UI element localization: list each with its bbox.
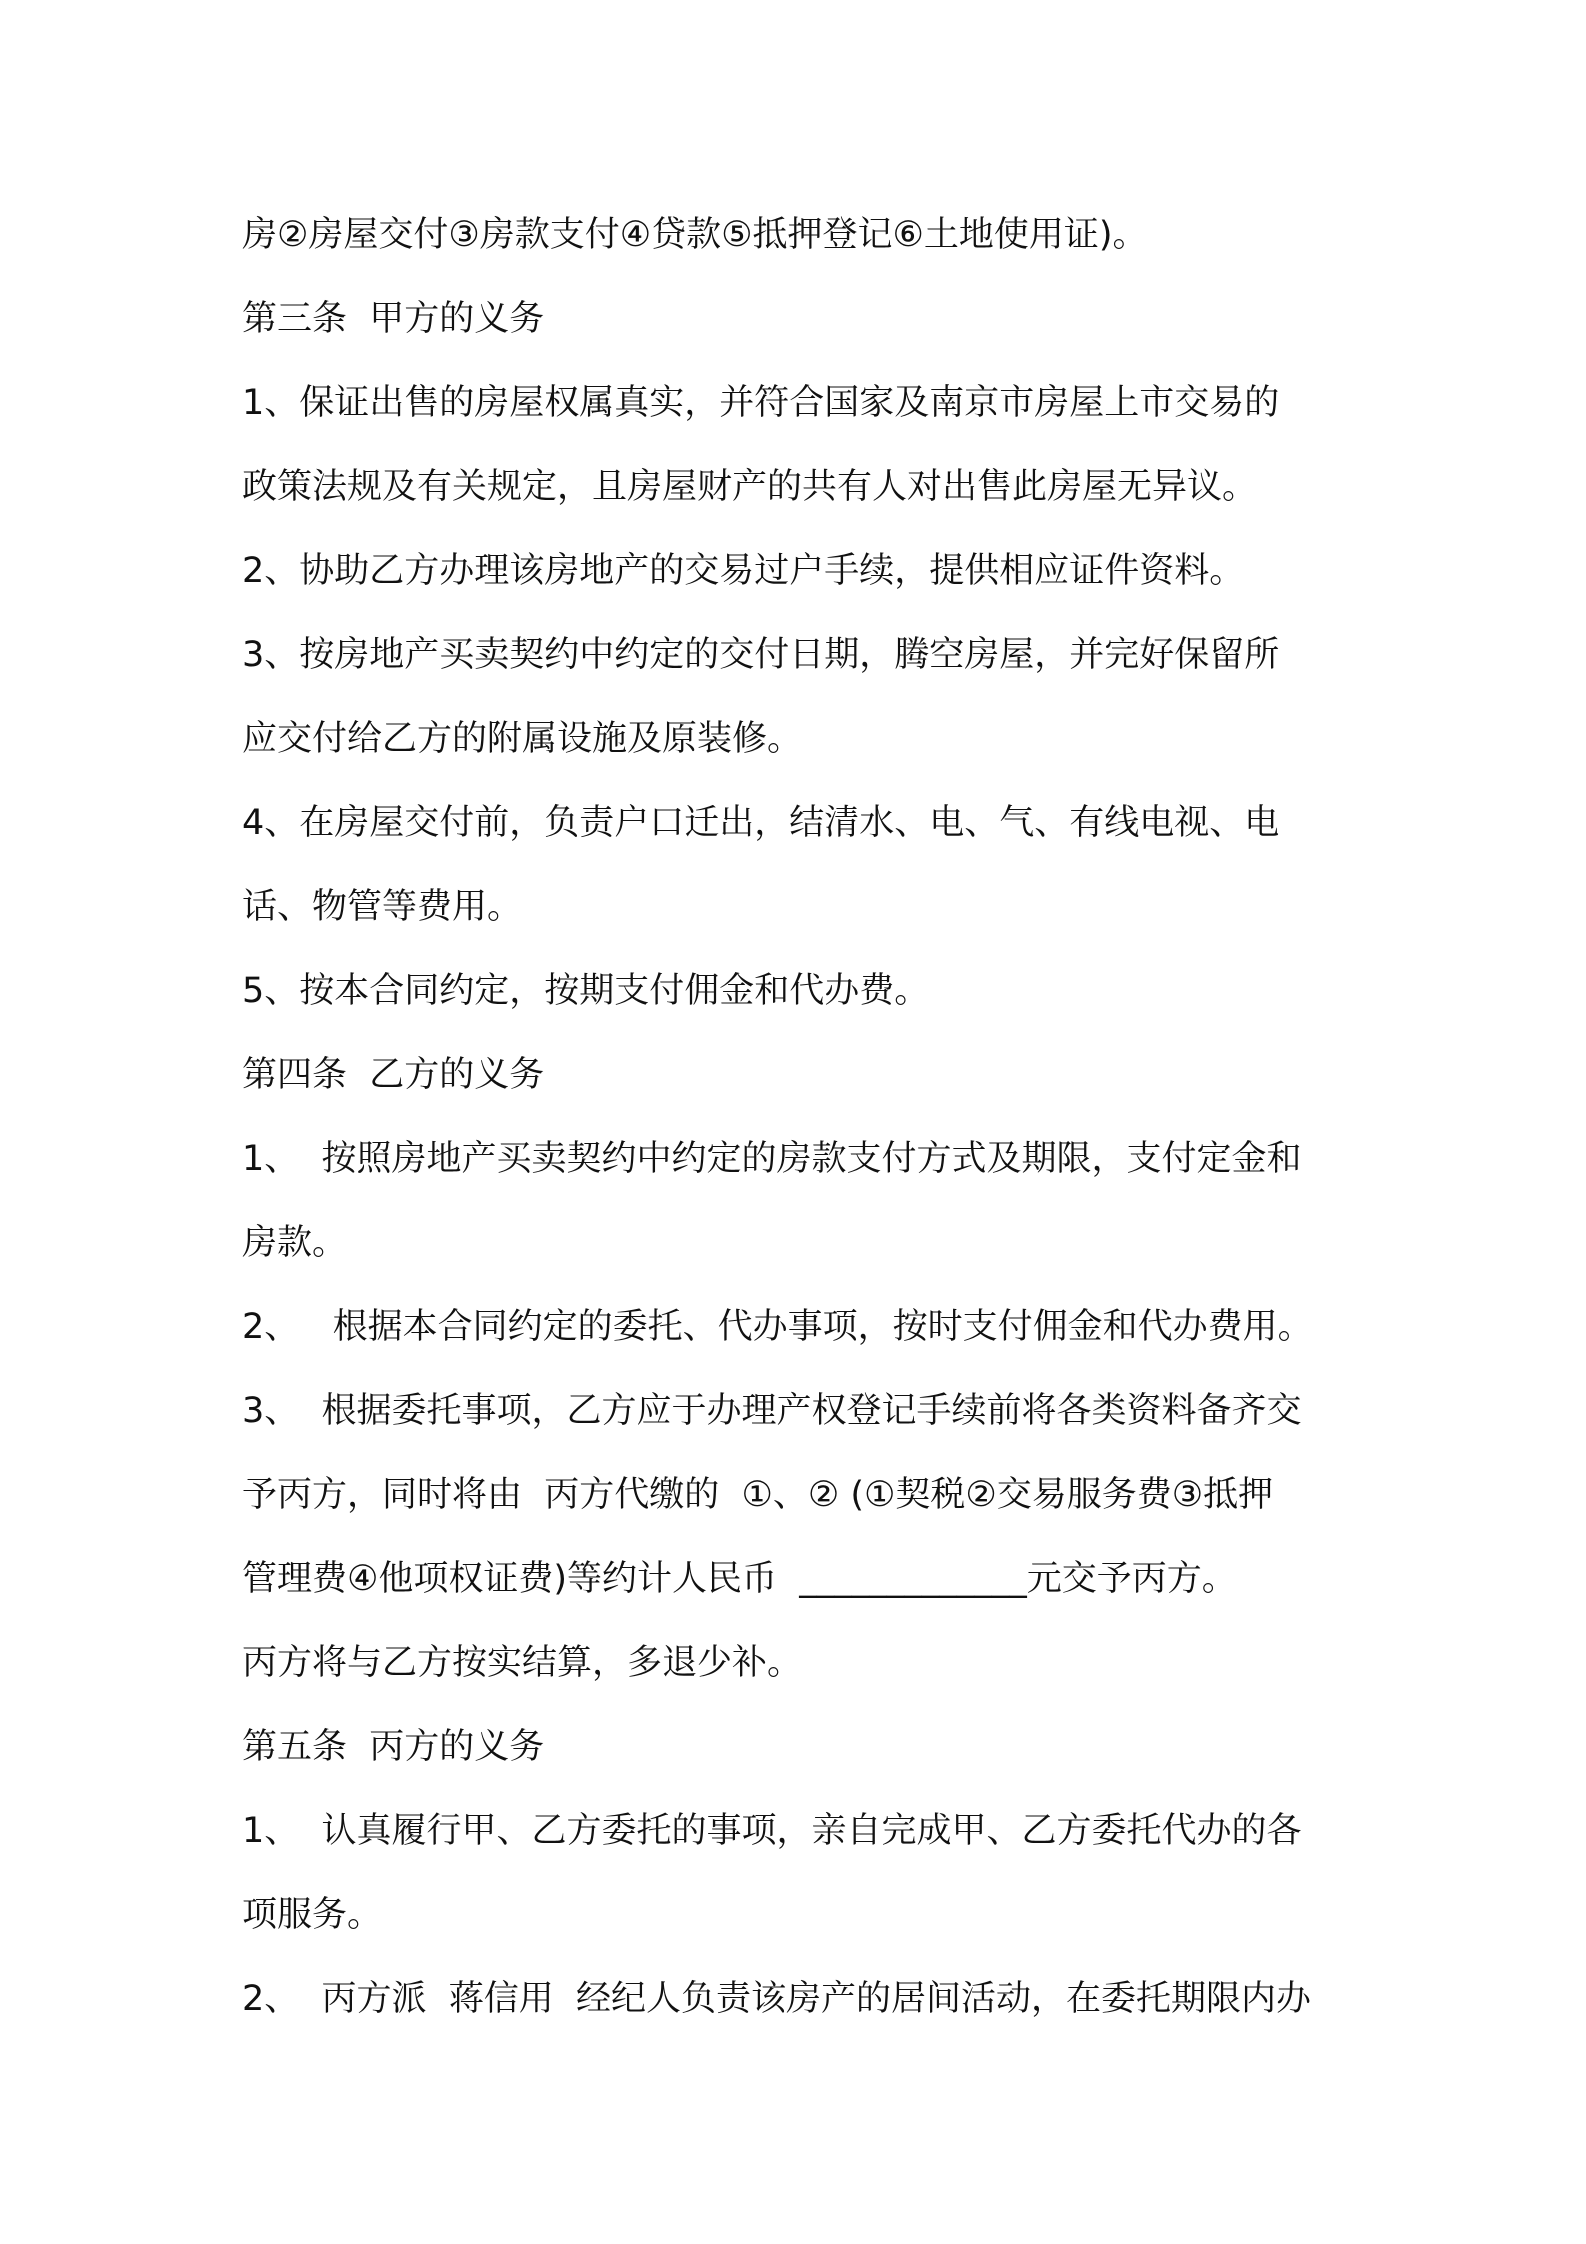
text-line: 房款。 [242, 1223, 348, 1263]
contract-text [242, 193, 1362, 2041]
text-line: 话、物管等费用。 [242, 887, 523, 927]
text-line: 项服务。 [242, 1895, 383, 1935]
text-line: 3、 根据委托事项，乙方应于办理产权登记手续前将各类资料备齐交 [242, 1391, 1302, 1431]
text-line: 2、 丙方派 蒋信用 经纪人负责该房产的居间活动，在委托期限内办 [242, 1979, 1312, 2019]
text-line: 政策法规及有关规定，且房屋财产的共有人对出售此房屋无异议。 [242, 467, 1258, 507]
text-line: 应交付给乙方的附属设施及原装修。 [242, 719, 803, 759]
text-line: 1、保证出售的房屋权属真实，并符合国家及南京市房屋上市交易的 [242, 383, 1280, 423]
text-line: 2、协助乙方办理该房地产的交易过户手续，提供相应证件资料。 [242, 551, 1245, 591]
text-line: 房②房屋交付③房款支付④贷款⑤抵押登记⑥土地使用证)。 [242, 215, 1148, 255]
text-line: 予丙方，同时将由 丙方代缴的 ①、② (①契税②交易服务费③抵押 [242, 1475, 1274, 1515]
section-heading: 第三条 甲方的义务 [242, 299, 545, 339]
text-line: 1、 认真履行甲、乙方委托的事项，亲自完成甲、乙方委托代办的各 [242, 1811, 1302, 1851]
text-line: 2、 根据本合同约定的委托、代办事项，按时支付佣金和代办费用。 [242, 1307, 1313, 1347]
text-line: 3、按房地产买卖契约中约定的交付日期，腾空房屋，并完好保留所 [242, 635, 1280, 675]
text-line: 1、 按照房地产买卖契约中约定的房款支付方式及期限，支付定金和 [242, 1139, 1302, 1179]
text-line: 4、在房屋交付前，负责户口迁出，结清水、电、气、有线电视、电 [242, 803, 1280, 843]
text-line: 丙方将与乙方按实结算，多退少补。 [242, 1643, 803, 1683]
section-heading: 第四条 乙方的义务 [242, 1055, 545, 1095]
section-heading: 第五条 丙方的义务 [242, 1727, 545, 1767]
text-line: 管理费④他项权证费)等约计人民币 _____________元交予丙方。 [242, 1559, 1237, 1599]
text-line: 5、按本合同约定，按期支付佣金和代办费。 [242, 971, 930, 1011]
